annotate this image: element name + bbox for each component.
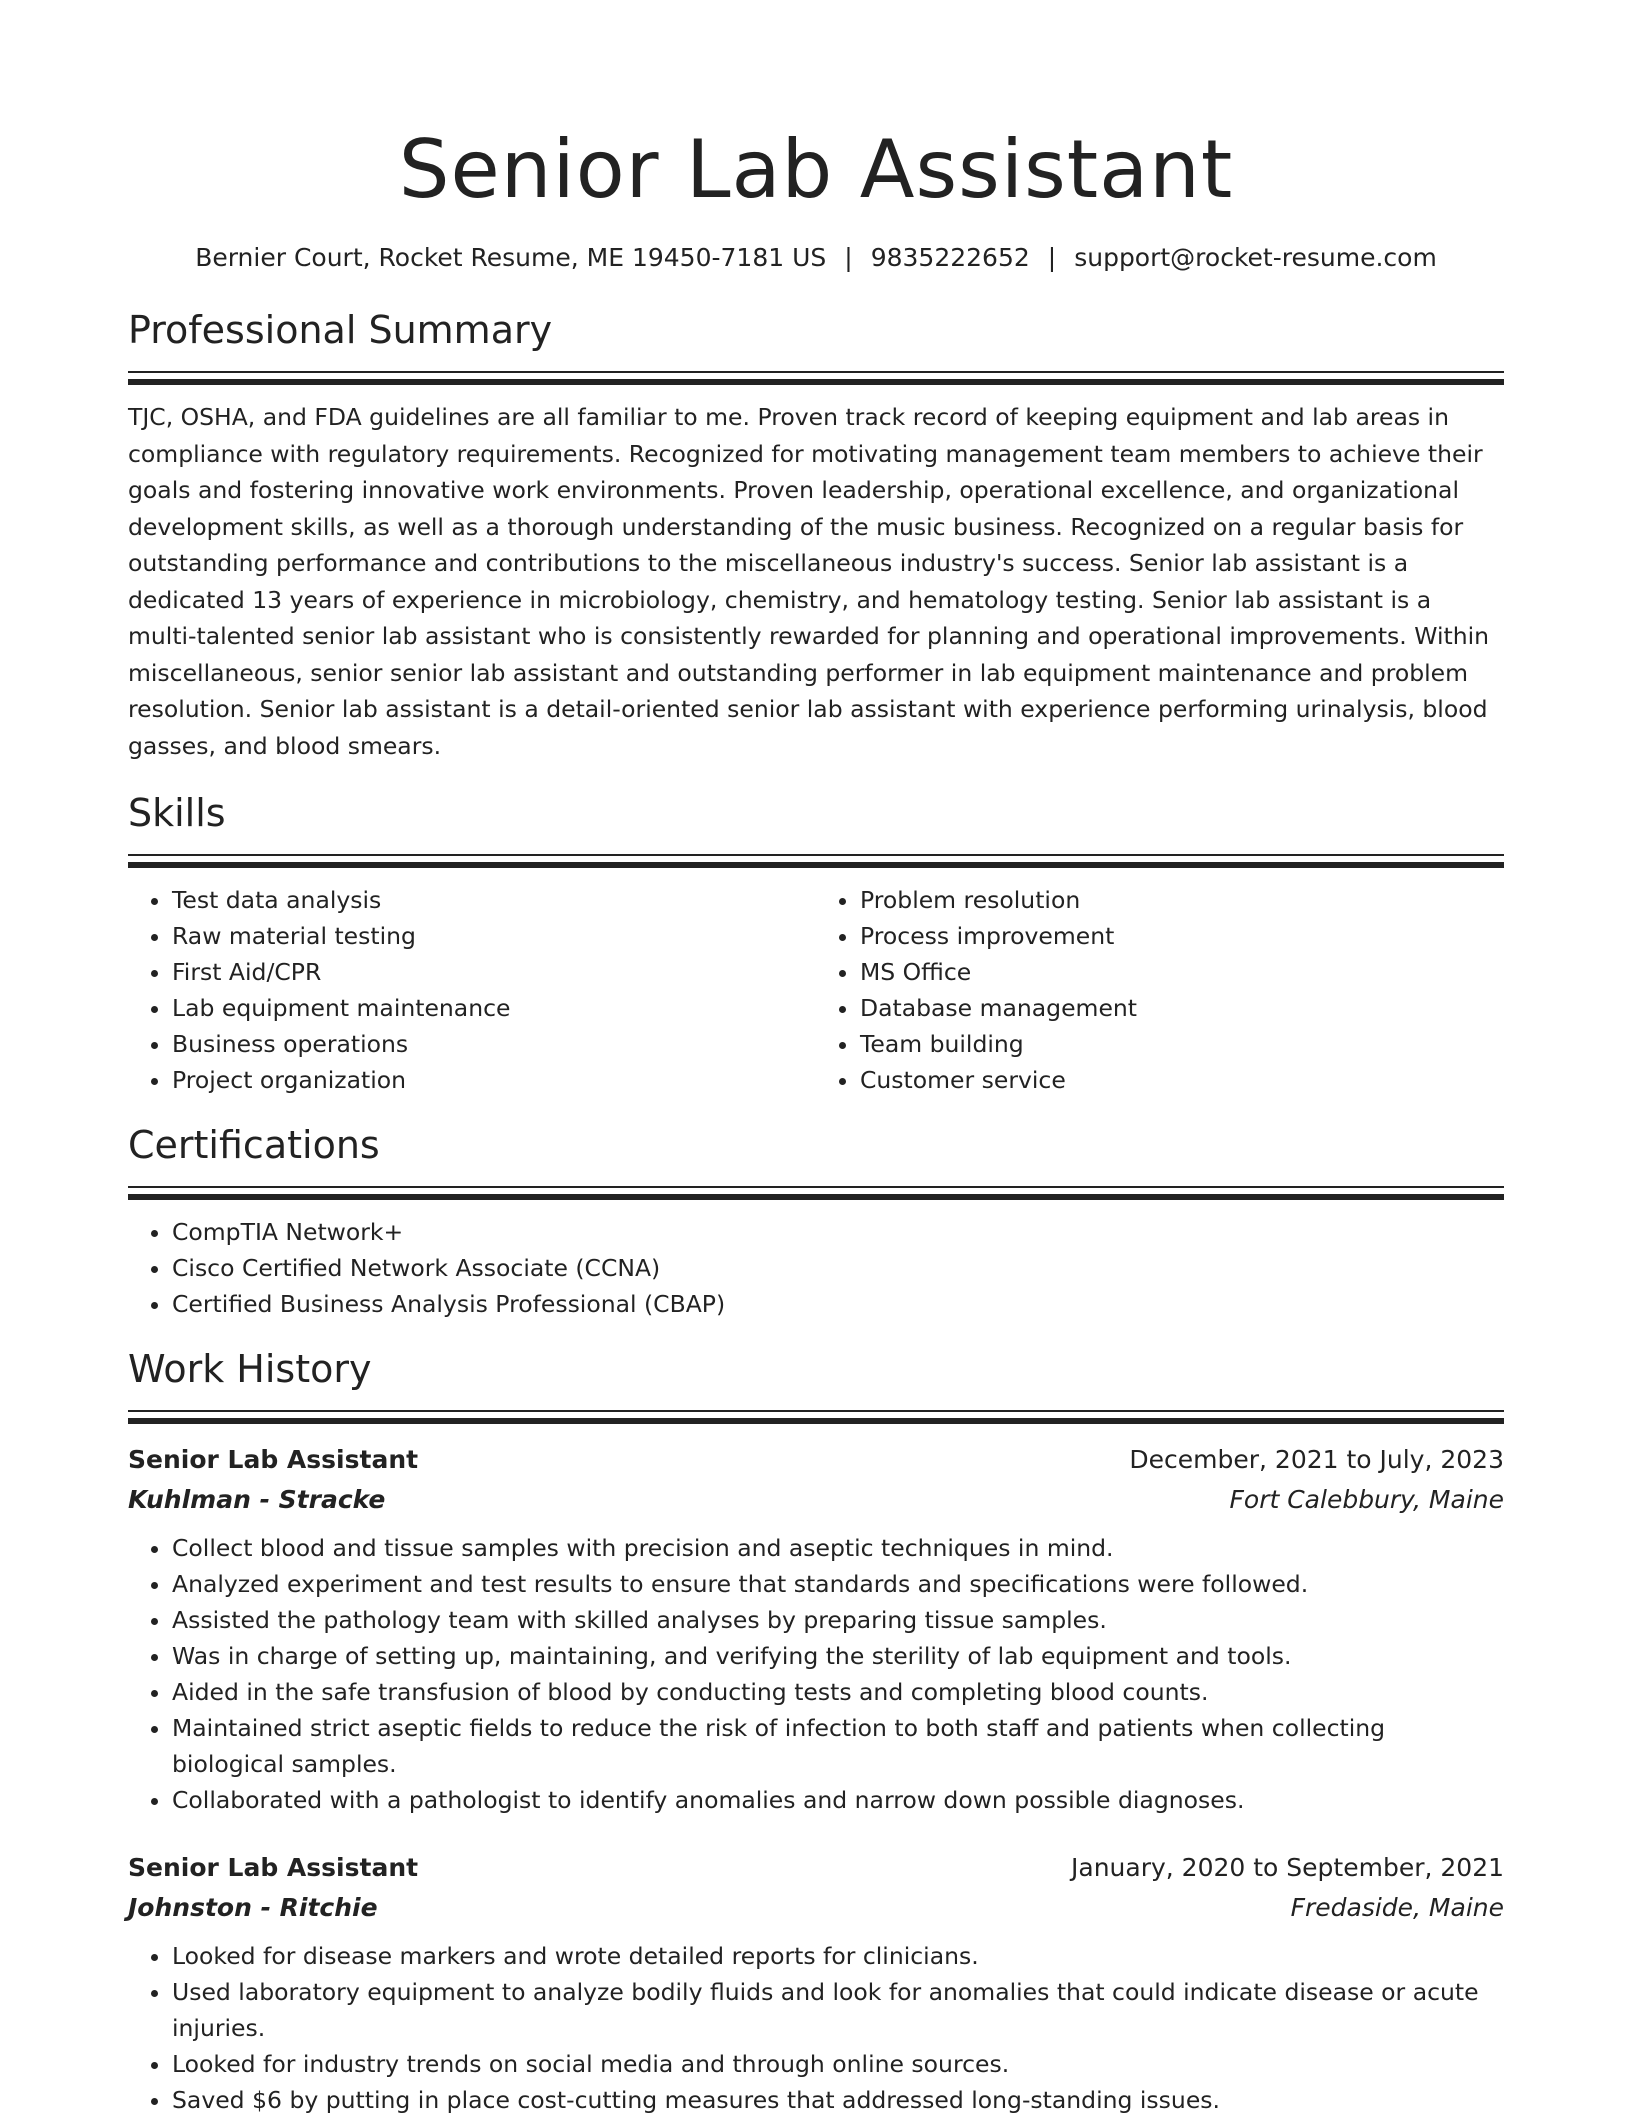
job-bullet: • Aided in the safe transfusion of blood by conducting tests and completing blood counts.	[172, 1674, 1504, 1710]
skill-item: • Database management	[860, 990, 1504, 1026]
skills-grid	[128, 868, 1504, 1098]
job-company: Kuhlman - Stracke	[128, 1484, 386, 1514]
skills-section	[128, 788, 1504, 1098]
certifications-section	[128, 1120, 1504, 1322]
skill-item: • Project organization	[172, 1062, 816, 1098]
section-divider-thick	[128, 379, 1504, 385]
job-bullet: • Assisted the pathology team with skilled analyses by preparing tissue samples.	[172, 1602, 1504, 1638]
job-title: Senior Lab Assistant	[128, 1444, 419, 1474]
resume-page	[128, 0, 1504, 2118]
resume-title: Senior Lab Assistant	[398, 123, 1234, 216]
job-bullet: • Looked for industry trends on social media and through online sources.	[172, 2046, 1504, 2082]
certification-item: • CompTIA Network+	[172, 1214, 1504, 1250]
skill-item: • Process improvement	[860, 918, 1504, 954]
skill-item: • Problem resolution	[860, 882, 1504, 918]
skill-item: • Raw material testing	[172, 918, 816, 954]
section-divider-thick	[128, 1194, 1504, 1200]
skills-list-left	[128, 882, 816, 1098]
job-bullet: • Looked for disease markers and wrote detailed reports for clinicians.	[172, 1938, 1504, 1974]
skill-item: • Customer service	[860, 1062, 1504, 1098]
job-bullet: • Analyzed experiment and test results to ensure that standards and specifications were followed.	[172, 1566, 1504, 1602]
skill-item: • Lab equipment maintenance	[172, 990, 816, 1026]
section-divider-thick	[128, 1418, 1504, 1424]
contact-separator: |	[844, 243, 853, 272]
contact-phone: 9835222652	[870, 243, 1030, 272]
section-divider	[128, 1186, 1504, 1188]
summary-heading: Professional Summary	[128, 308, 553, 352]
summary-text: TJC, OSHA, and FDA guidelines are all familiar to me. Proven track record of keeping equipment and lab areas in compliance with regulatory requirements. Recognized for motivating management team members to achieve their goals and fostering innovative work environments. Proven leadership, operational excellence, and organizational development skills, as well as a thorough understanding of the music business. Recognized on a regular basis for outstanding performance and contributions to the miscellaneous industry's success. Senior lab assistant is a dedicated 13 years of experience in microbiology, chemistry, and hematology testing. Senior lab assistant is a multi-talented senior lab assistant who is consistently rewarded for planning and operational improvements. Within miscellaneous, senior senior lab assistant and outstanding performer in lab equipment maintenance and problem resolution. Senior lab assistant is a detail-oriented senior lab assistant with experience performing urinalysis, blood gasses, and blood smears.	[128, 403, 1490, 760]
contact-separator: |	[1047, 243, 1057, 272]
job-bullet: • Maintained strict aseptic fields to reduce the risk of infection to both staff and patients when collecting biological samples.	[172, 1710, 1504, 1782]
job-bullet: • Collaborated with a pathologist to identify anomalies and narrow down possible diagnoses.	[172, 1782, 1504, 1818]
job-title: Senior Lab Assistant	[128, 1852, 419, 1882]
certification-item: • Cisco Certified Network Associate (CCNA)	[172, 1250, 1504, 1286]
contact-address: Bernier Court, Rocket Resume, ME 19450-7181 US	[195, 243, 827, 272]
section-divider	[128, 1410, 1504, 1412]
skill-item: • MS Office	[860, 954, 1504, 990]
job-bullets	[128, 1938, 1504, 2118]
job-bullet: • Used laboratory equipment to analyze bodily fluids and look for anomalies that could indicate disease or acute injuries.	[172, 1974, 1504, 2046]
certifications-heading: Certifications	[128, 1122, 380, 1167]
job-bullet: • Saved $6 by putting in place cost-cutting measures that addressed long-standing issues.	[172, 2082, 1504, 2118]
job-dates: December, 2021 to July, 2023	[1129, 1444, 1504, 1474]
job-company: Johnston - Ritchie	[128, 1892, 378, 1922]
job-header-row	[128, 1440, 1504, 1480]
contact-email: support@rocket-resume.com	[1074, 243, 1437, 272]
certifications-list	[128, 1214, 1504, 1322]
job-bullets	[128, 1530, 1504, 1818]
work-history-heading: Work History	[128, 1346, 372, 1391]
skill-item: • Team building	[860, 1026, 1504, 1062]
job-bullet: • Was in charge of setting up, maintaining, and verifying the sterility of lab equipment and tools.	[172, 1638, 1504, 1674]
job-company-row	[128, 1480, 1504, 1520]
job-entry	[128, 1440, 1504, 1818]
summary-section	[128, 305, 1504, 764]
section-divider	[128, 371, 1504, 373]
skills-list-right	[816, 882, 1504, 1098]
job-entry	[128, 1848, 1504, 2118]
skill-item: • First Aid/CPR	[172, 954, 816, 990]
work-history-section	[128, 1344, 1504, 2118]
job-header-row	[128, 1848, 1504, 1888]
certification-item: • Certified Business Analysis Professional (CBAP)	[172, 1286, 1504, 1322]
contact-line	[128, 240, 1504, 276]
job-location: Fort Calebbury, Maine	[1229, 1484, 1504, 1514]
job-dates: January, 2020 to September, 2021	[1071, 1852, 1504, 1882]
job-bullet: • Collect blood and tissue samples with precision and aseptic techniques in mind.	[172, 1530, 1504, 1566]
skill-item: • Business operations	[172, 1026, 816, 1062]
job-company-row	[128, 1888, 1504, 1928]
job-location: Fredaside, Maine	[1290, 1892, 1504, 1922]
skills-heading: Skills	[128, 790, 226, 835]
skill-item: • Test data analysis	[172, 882, 816, 918]
section-divider	[128, 854, 1504, 856]
